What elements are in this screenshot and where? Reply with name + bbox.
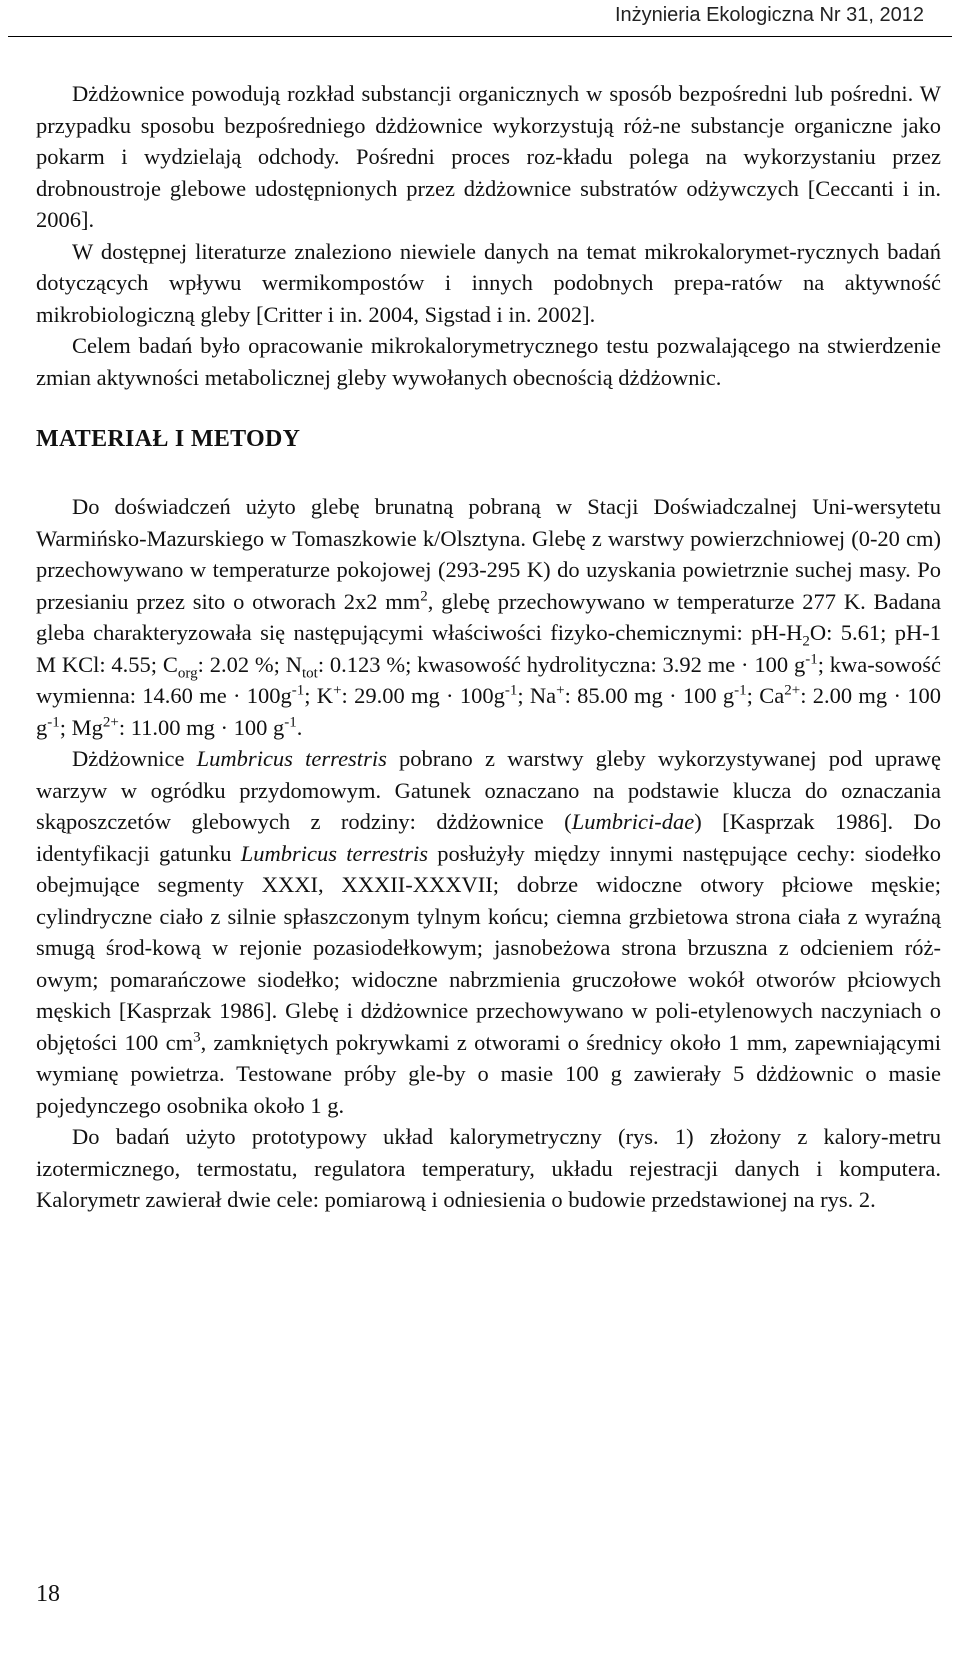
species-name: Lumbricus terrestris bbox=[196, 746, 387, 771]
page-number: 18 bbox=[36, 1581, 60, 1607]
section-heading: MATERIAŁ I METODY bbox=[36, 426, 301, 452]
family-name: Lumbrici-dae bbox=[571, 809, 695, 834]
running-header bbox=[0, 0, 960, 48]
methods-paragraph-3: Do badań użyto prototypowy układ kalorymetryczny (rys. 1) złożony z kalory-metru izotermicznego, termostatu, regulatora temperatury, układu rejestracji danych i komputera. Kalorymetr zawierał dwie cele: pomiarową i odniesienia o budowie przedstawionej na rys. 2. bbox=[36, 1124, 941, 1212]
intro-paragraph-2: W dostępnej literaturze znaleziono niewiele danych na temat mikrokalorymet-rycznych badań dotyczących wpływu wermikompostów i innych podobnych prepa-ratów na aktywność mikrobiologiczną gleby [Critter i in. 2004, Sigstad i in. 2002]. bbox=[36, 238, 941, 327]
methods-paragraph-2: Dżdżownice Lumbricus terrestris pobrano z warstwy gleby wykorzystywanej pod uprawę warzyw w ogródku przydomowym. Gatunek oznaczano na podstawie klucza do oznaczania skąposzczetów glebowych z rodziny: dżdżownice (Lumbrici-dae) [Kasprzak 1986]. Do identyfikacji gatunku Lumbricus terrestris posłużyły między innymi następujące cechy: siodełko obejmujące segmenty XXXI, XXXII-XXXVII; dobrze widoczne otwory płciowe męskie; cylindryczne ciało z silnie spłaszczonym tylnym końcu; ciemna grzbietowa strona ciała z wyraźną smugą środ-kową w rejonie pozasiodełkowym; jasnobeżowa strona brzuszna z odcieniem róż-owym; pomarańczowe siodełko; widoczne nabrzmienia gruczołowe wokół otworów płciowych męskich [Kasprzak 1986]. Glebę i dżdżownice przechowywano w poli-etylenowych naczyniach o objętości 100 $cm^3$, zamkniętych pokrywkami z otworami o średnicy około 1 mm, zapewniającymi wymianę powietrza. Testowane próby gle-by o masie 100 g zawierały 5 dżdżownic o masie pojedynczego osobnika około 1 g. bbox=[36, 746, 942, 1118]
journal-title: Inżynieria Ekologiczna Nr 31, 2012 bbox=[614, 4, 924, 26]
intro-paragraph-3: Celem badań było opracowanie mikrokalorymetrycznego testu pozwalającego na stwierdzenie zmian aktywności metabolicznej gleby wywołanych obecnością dżdżownic. bbox=[36, 333, 941, 390]
header-rule bbox=[8, 36, 952, 37]
species-name: Lumbricus terrestris bbox=[240, 840, 428, 866]
intro-paragraph-1: Dżdżownice powodują rozkład substancji organicznych w sposób bezpośredni lub pośredni. W przypadku sposobu bezpośredniego dżdżownice wykorzystują róż-ne substancje organiczne jako pokarm i wydzielają odchody. Pośredni proces roz-kładu polega na wykorzystaniu przez drobnoustroje glebowe udostępnionych przez dżdżownice substratów odżywczych [Ceccanti i in. 2006]. bbox=[36, 81, 941, 232]
page-body bbox=[36, 78, 941, 1216]
methods-paragraph-1: Do doświadczeń użyto glebę brunatną pobraną w Stacji Doświadczalnej Uni-wersytetu Warmińsko-Mazurskiego w Tomaszkowie k/Olsztyna. Glebę z warstwy powierzchniowej (0-20 cm) przechowywano w temperaturze pokojowej (293-295 K) do uzyskania powietrznie suchej masy. Po przesianiu przez sito o otworach 2x2 $mm^2$, glebę przechowywano w temperaturze 277 K. Badana gleba charakteryzowała się następującymi właściwości fizyko-chemicznymi: $pH-H_2O$: 5.61; pH-1 M KCl: 4.55; $C_{org}$: 2.02 %; $N_{tot}$: 0.123 %; kwasowość hydrolityczna: 3.92 me · 100 $g^{-1}$; kwa-sowość wymienna: 14.60 me · $100g^{-1}$; K+: 29.00 mg · $100g^{-1}$; Na+: 85.00 mg · 100 $g^{-1}$; $Ca^{2+}$: 2.00 mg · 100 $g^{-1}$; $Mg^{2+}$: 11.00 mg · 100 $g^{-1}$. bbox=[36, 494, 942, 740]
